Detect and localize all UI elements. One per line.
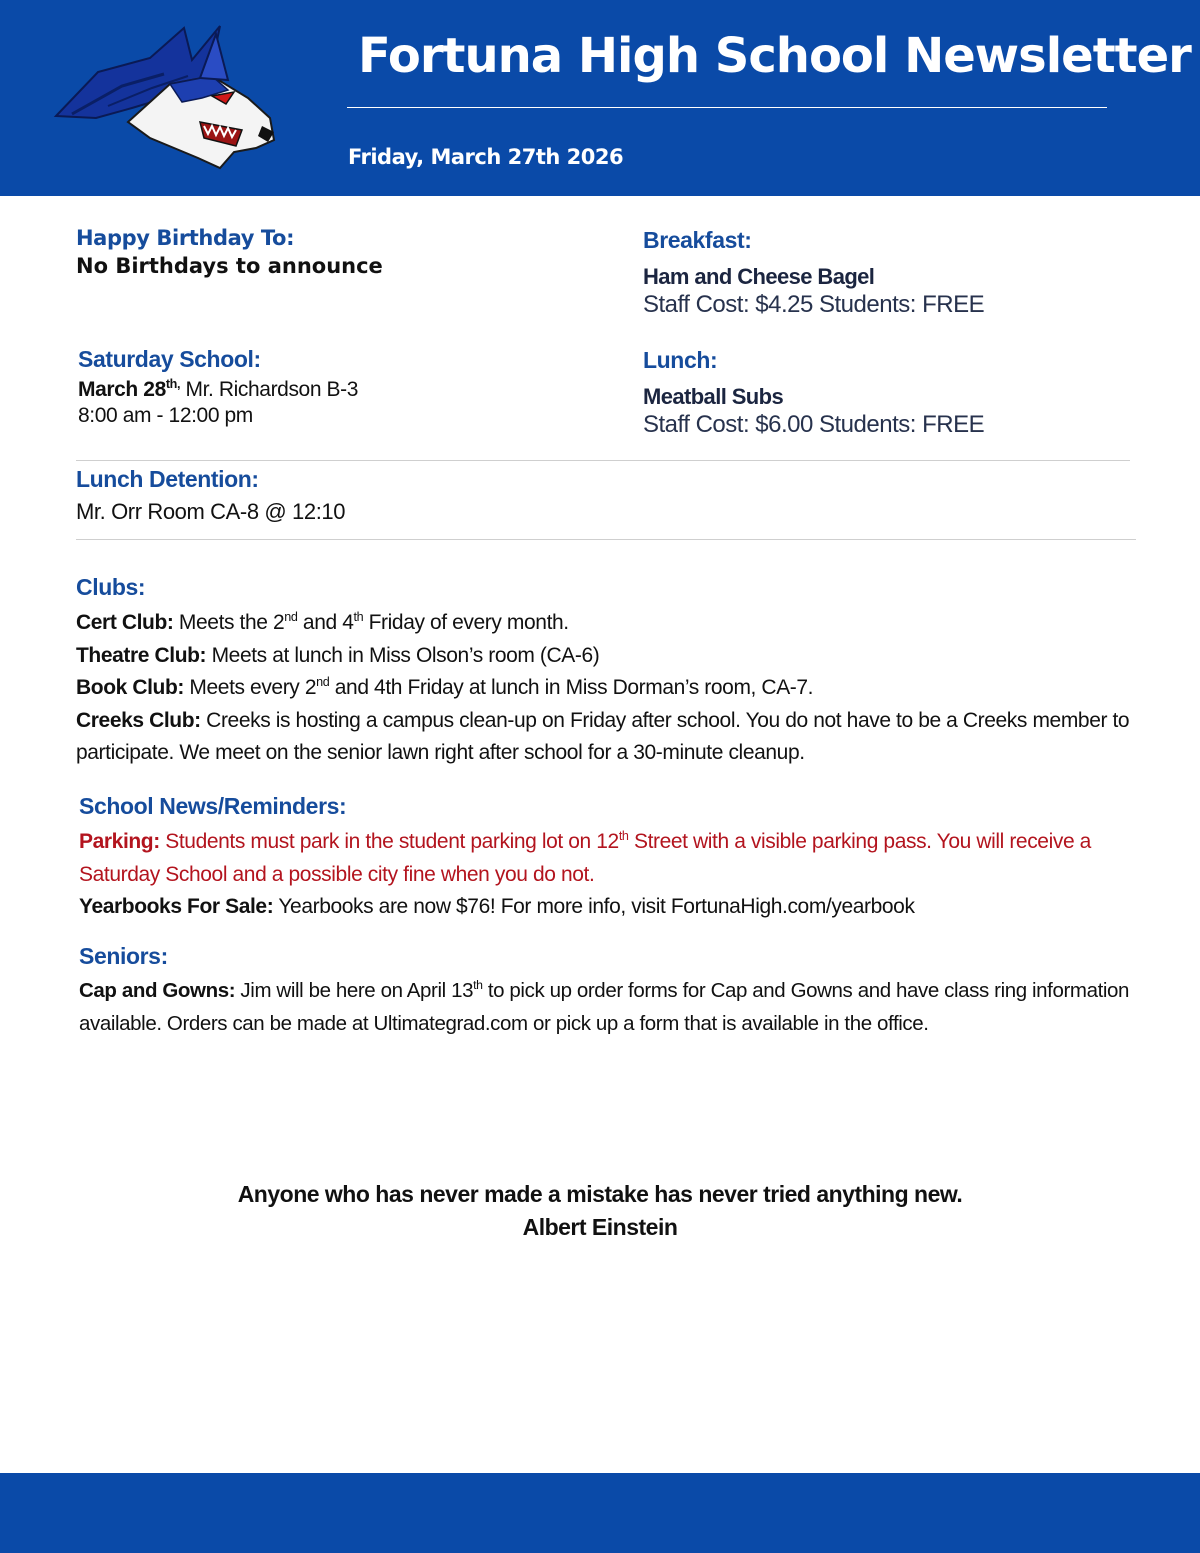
quote-author: Albert Einstein	[522, 1214, 678, 1240]
lunch-heading: Lunch:	[643, 347, 718, 373]
saturday-school-date: March 28	[78, 378, 166, 401]
lunch-item: Meatball Subs	[643, 384, 784, 409]
saturday-school-date-suffix: th,	[165, 377, 181, 391]
quote-text: Anyone who has never made a mistake has never tried anything new.	[237, 1181, 963, 1207]
footer-banner	[0, 1473, 1200, 1553]
seniors-list	[79, 975, 1159, 1040]
saturday-school-details	[78, 378, 358, 402]
newsletter-title: Fortuna High School Newsletter	[358, 28, 1191, 84]
cert-club-text-a: Meets the 2	[173, 611, 285, 634]
birthday-heading: Happy Birthday To:	[76, 226, 295, 250]
title-divider	[347, 107, 1107, 108]
newsletter-date: Friday, March 27th 2026	[348, 145, 624, 169]
parking-text-a: Students must park in the student parking lot on 12	[159, 830, 619, 853]
parking-sup: th	[618, 829, 629, 843]
lunch-cost: Staff Cost: $6.00 Students: FREE	[643, 411, 985, 438]
cap-and-gowns-sup: th	[473, 978, 483, 993]
book-club-text-a: Meets every 2	[183, 676, 317, 699]
school-news-list	[79, 826, 1149, 924]
header-banner	[0, 0, 1200, 196]
creeks-club-label: Creeks Club:	[76, 708, 201, 732]
wolf-mascot-logo	[52, 22, 277, 172]
parking-notice	[79, 826, 1149, 891]
section-divider-top	[76, 460, 1130, 461]
lunch-detention-text: Mr. Orr Room CA-8 @ 12:10	[76, 499, 346, 524]
saturday-school-heading: Saturday School:	[78, 346, 261, 372]
cert-club-text-c: Friday of every month.	[363, 611, 569, 634]
school-news-heading: School News/Reminders:	[79, 793, 347, 819]
section-divider-bottom	[76, 539, 1136, 540]
cert-club-line	[76, 607, 1146, 640]
lunch-detention-heading: Lunch Detention:	[76, 466, 259, 492]
breakfast-heading: Breakfast:	[643, 227, 752, 253]
book-club-label: Book Club:	[76, 676, 184, 699]
book-club-sup: nd	[316, 675, 330, 689]
parking-label: Parking:	[79, 830, 160, 853]
saturday-school-time: 8:00 am - 12:00 pm	[78, 404, 253, 427]
cert-club-text-b: and 4	[297, 611, 354, 634]
creeks-club-text: Creeks is hosting a campus clean-up on Friday after school. You do not have to be a Creeks member to participate. We meet on the senior lawn right after school for a 30-minute cleanup.	[76, 708, 1130, 764]
creeks-club-line	[76, 705, 1146, 770]
parking-text-b: Street with a visible parking pass. You will receive a Saturday School and a possible city fine when you do not.	[79, 830, 1091, 886]
cert-club-sup-2: th	[353, 610, 364, 624]
yearbook-notice	[79, 891, 1149, 924]
cert-club-label: Cert Club:	[76, 611, 174, 634]
saturday-school-teacher: Mr. Richardson B-3	[180, 378, 359, 401]
theatre-club-text: Meets at lunch in Miss Olson’s room (CA-6)	[206, 643, 600, 667]
breakfast-cost: Staff Cost: $4.25 Students: FREE	[643, 291, 985, 318]
cap-and-gowns-label: Cap and Gowns:	[79, 979, 236, 1002]
cert-club-sup-1: nd	[284, 610, 298, 624]
birthday-text: No Birthdays to announce	[76, 254, 383, 278]
quote-block	[0, 1178, 1200, 1244]
yearbook-label: Yearbooks For Sale:	[79, 895, 274, 918]
yearbook-text: Yearbooks are now $76! For more info, visit FortunaHigh.com/yearbook	[273, 895, 915, 918]
seniors-heading: Seniors:	[79, 943, 168, 969]
book-club-text-b: and 4th Friday at lunch in Miss Dorman’s room, CA-7.	[329, 676, 814, 699]
cap-and-gowns-text-b: to pick up order forms for Cap and Gowns and have class ring information available. Orders can be made at Ultimategrad.com or pick up a form that is available in the office.	[79, 979, 1130, 1035]
cap-and-gowns-text-a: Jim will be here on April 13	[235, 979, 474, 1002]
breakfast-item: Ham and Cheese Bagel	[643, 264, 875, 289]
clubs-heading: Clubs:	[76, 574, 146, 600]
theatre-club-line	[76, 640, 1146, 673]
cap-and-gowns-notice	[79, 975, 1159, 1040]
book-club-line	[76, 672, 1146, 705]
theatre-club-label: Theatre Club:	[76, 643, 207, 667]
clubs-list	[76, 607, 1146, 770]
